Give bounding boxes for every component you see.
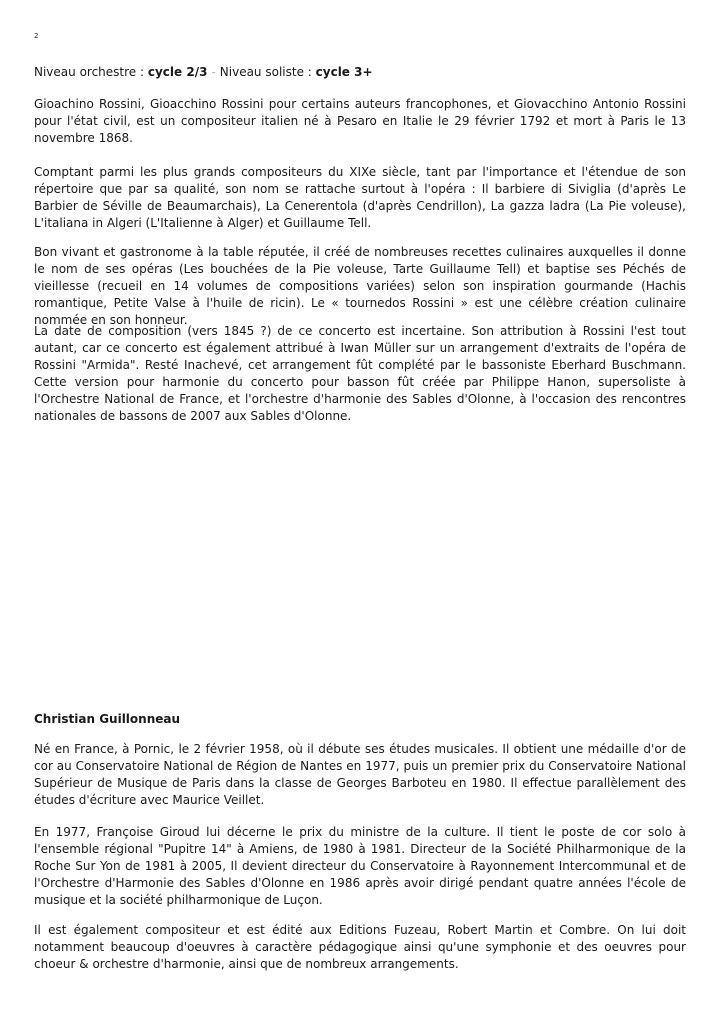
paragraph-text: En 1977, Françoise Giroud lui décerne le prix du ministre de la culture. Il tient le poste de cor solo à l'ensemble régional "Pupitre 14" à Amiens, de 1980 à 1981. Directeur de la Société Philharmonique de la Roche Sur Yon de 1981 à 2005, Il devient directeur du Conservatoire à Rayonnement Intercommunal et de l'Orchestre d'Harmonie des Sables d'Olonne en 1986 après avoir dirigé pendant quatre années l'école de musique et la société philharmonique de Luçon. <box>34 825 686 907</box>
rossini-paragraph <box>34 164 686 232</box>
bio-paragraph <box>34 741 686 809</box>
soloist-level-label: Niveau soliste : <box>219 65 312 79</box>
level-separator: - <box>211 65 216 79</box>
level-line <box>34 64 686 81</box>
paragraph-text: Gioachino Rossini, Gioacchino Rossini pour certains auteurs francophones, et Giovacchino Antonio Rossini pour l'état civil, est un compositeur italien né à Pesaro en Italie le 29 février 1792 et mort à Paris le 13 novembre 1868. <box>34 97 686 145</box>
paragraph-text: Né en France, à Pornic, le 2 février 1958, où il débute ses études musicales. Il obtient une médaille d'or de cor au Conservatoire National de Région de Nantes en 1977, puis un premier prix du Conservatoire National Supérieur de Musique de Paris dans la classe de Georges Barboteu en 1980. Il effectue parallèlement des études d'écriture avec Maurice Veillet. <box>34 742 686 807</box>
bio-paragraph <box>34 824 686 909</box>
paragraph-text: Bon vivant et gastronome à la table réputée, il créé de nombreuses recettes culinaires auxquelles il donne le nom de ses opéras (Les bouchées de la Pie voleuse, Tarte Guillaume Tell) et baptise ses Péchés de vieillesse (recueil en 14 volumes de compositions variées) selon son inspiration gourmande (Hachis romantique, Petite Valse à l'huile de ricin). Le « tournedos Rossini » est une célèbre création culinaire nommée en son honneur. <box>34 245 686 327</box>
orchestra-level-label: Niveau orchestre : <box>34 65 145 79</box>
paragraph-text: Comptant parmi les plus grands compositeurs du XIXe siècle, tant par l'importance et l'étendue de son répertoire que par sa qualité, son nom se rattache surtout à l'opéra : Il barbiere di Siviglia (d'après Le Barbier de Séville de Beaumarchais), La Cenerentola (d'après Cendrillon), La gazza ladra (La Pie voleuse), L'italiana in Algeri (L'Italienne à Alger) et Guillaume Tell. <box>34 165 686 230</box>
paragraph-text: Il est également compositeur et est édité aux Editions Fuzeau, Robert Martin et Combre. On lui doit notamment beaucoup d'oeuvres à caractère pédagogique ainsi qu'une symphonie et des oeuvres pour choeur & orchestre d'harmonie, ainsi que de nombreux arrangements. <box>34 923 686 971</box>
rossini-paragraph <box>34 244 686 329</box>
bio-paragraph <box>34 922 686 973</box>
bio-heading: Christian Guillonneau <box>34 712 181 726</box>
paragraph-text: La date de composition (vers 1845 ?) de ce concerto est incertaine. Son attribution à Rossini l'est tout autant, car ce concerto est également attribué à Iwan Müller sur un arrangement d'extraits de l'opéra de Rossini "Armida". Resté Inachevé, cet arrangement fût complété par le bassoniste Eberhard Buschmann. Cette version pour harmonie du concerto pour basson fût créée par Philippe Hanon, supersoliste à l'Orchestre National de France, et l'orchestre d'harmonie des Sables d'Olonne, à l'occasion des rencontres nationales de bassons de 2007 aux Sables d'Olonne. <box>34 324 686 423</box>
rossini-paragraph <box>34 323 686 425</box>
soloist-level-value: cycle 3+ <box>315 65 373 79</box>
orchestra-level-value: cycle 2/3 <box>147 65 208 79</box>
page-number: 2 <box>34 32 39 40</box>
rossini-paragraph <box>34 96 686 147</box>
